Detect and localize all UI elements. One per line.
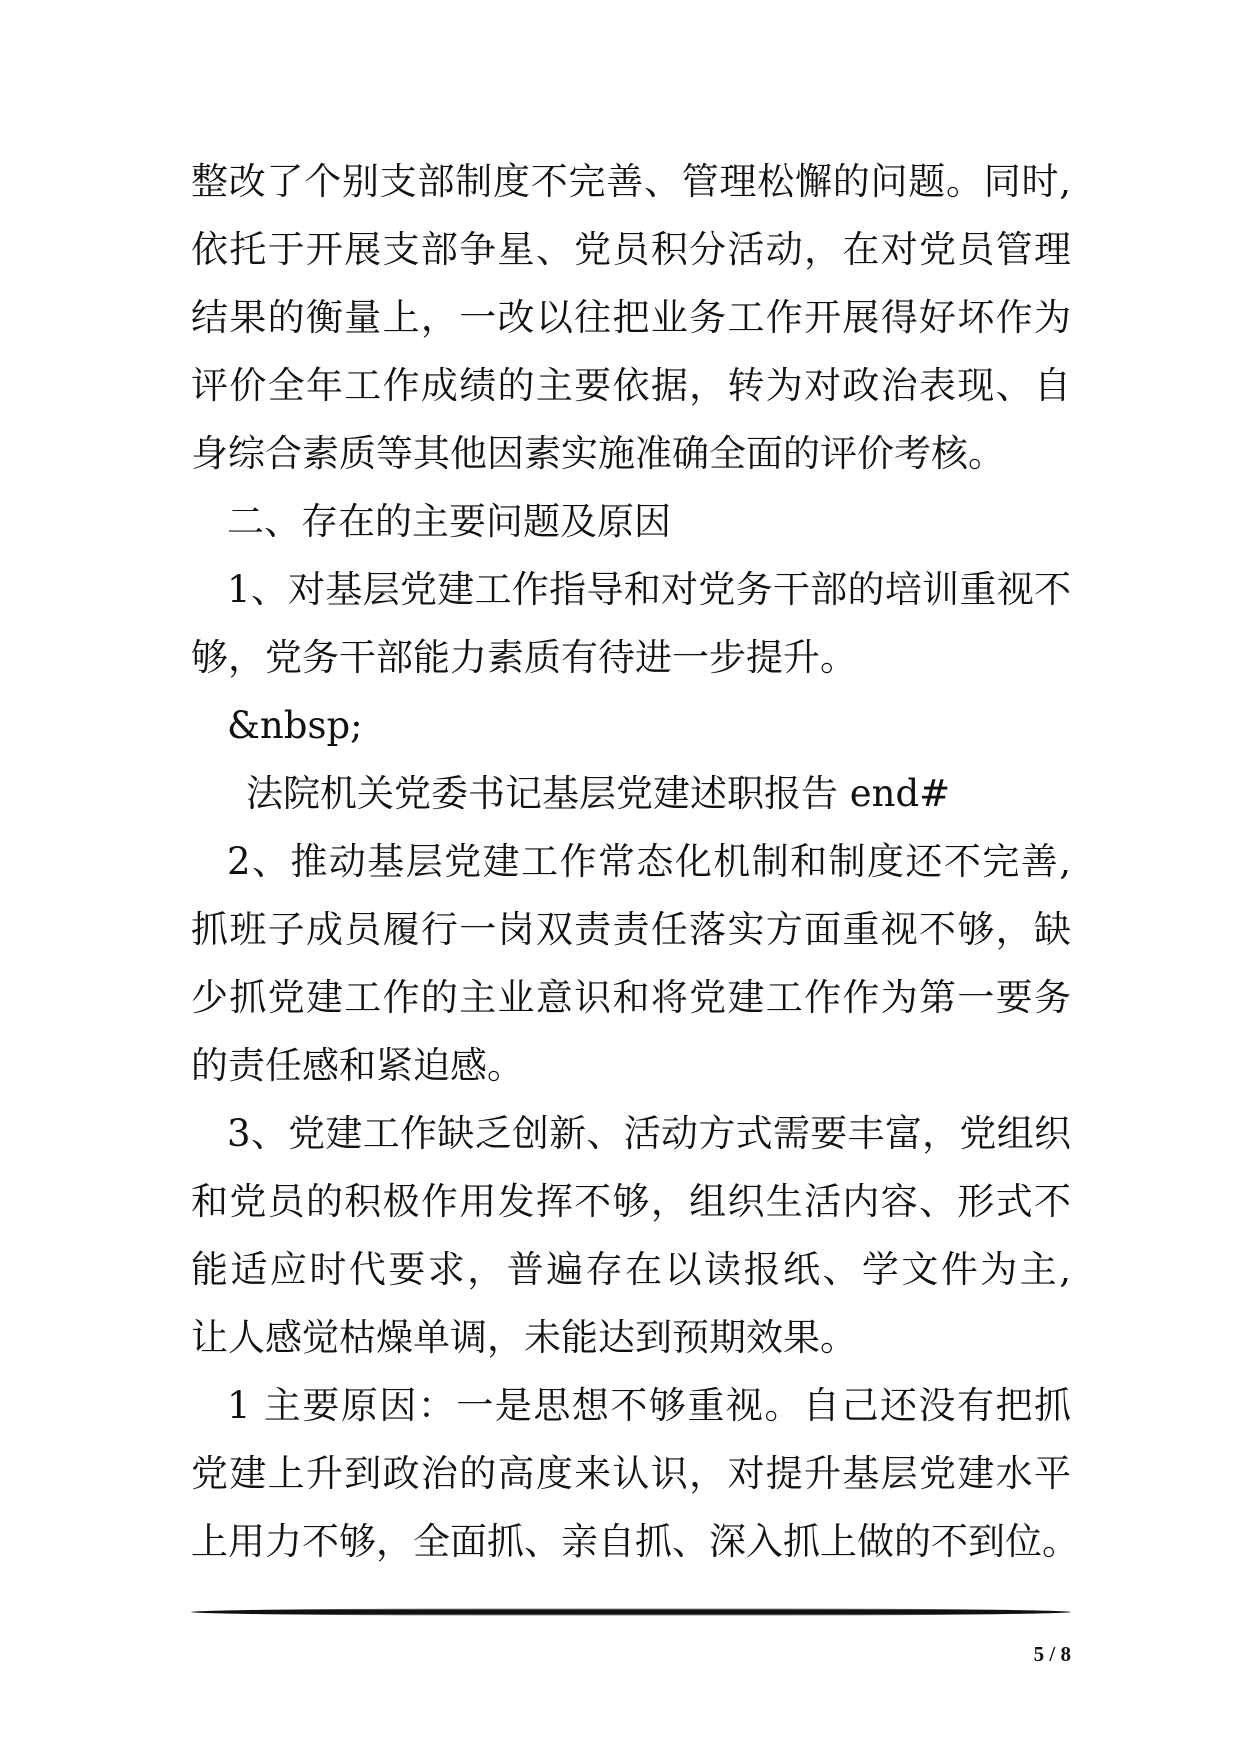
body-line: 够，党务干部能力素质有待进一步提升。: [191, 636, 857, 679]
body-line: 3、党建工作缺乏创新、活动方式需要丰富，党组织: [227, 1112, 1071, 1155]
body-line: 评价全年工作成绩的主要依据，转为对政治表现、自: [191, 364, 1071, 407]
document-body: [191, 148, 1079, 1576]
document-title-line: 法院机关党委书记基层党建述职报告 end#: [246, 772, 951, 815]
body-line: 身综合素质等其他因素实施准确全面的评价考核。: [191, 432, 1005, 475]
footer-divider: [191, 1608, 1071, 1616]
body-line: 依托于开展支部争星、党员积分活动，在对党员管理: [191, 228, 1071, 271]
body-line: 少抓党建工作的主业意识和将党建工作作为第一要务: [191, 976, 1071, 1019]
page-number: 5 / 8: [1033, 1642, 1071, 1666]
body-line: 1、对基层党建工作指导和对党务干部的培训重视不: [227, 568, 1071, 611]
body-line: 整改了个别支部制度不完善、管理松懈的问题。同时,: [191, 160, 1071, 203]
body-line: 能适应时代要求，普遍存在以读报纸、学文件为主,: [191, 1248, 1071, 1291]
body-line: 1 主要原因：一是思想不够重视。自己还没有把抓: [227, 1384, 1071, 1427]
body-line: 2、推动基层党建工作常态化机制和制度还不完善,: [227, 840, 1071, 883]
body-line: 抓班子成员履行一岗双责责任落实方面重视不够，缺: [191, 908, 1071, 951]
body-line: 党建上升到政治的高度来认识，对提升基层党建水平: [191, 1452, 1071, 1495]
nbsp-artifact-line: &nbsp;: [227, 704, 363, 747]
body-line: 结果的衡量上，一改以往把业务工作开展得好坏作为: [191, 296, 1071, 339]
body-line: 让人感觉枯燥单调，未能达到预期效果。: [191, 1316, 857, 1359]
body-line: 上用力不够，全面抓、亲自抓、深入抓上做的不到位。: [191, 1520, 1079, 1563]
body-line: 的责任感和紧迫感。: [191, 1044, 524, 1087]
section-heading: 二、存在的主要问题及原因: [227, 500, 671, 543]
body-line: 和党员的积极作用发挥不够，组织生活内容、形式不: [191, 1180, 1071, 1223]
